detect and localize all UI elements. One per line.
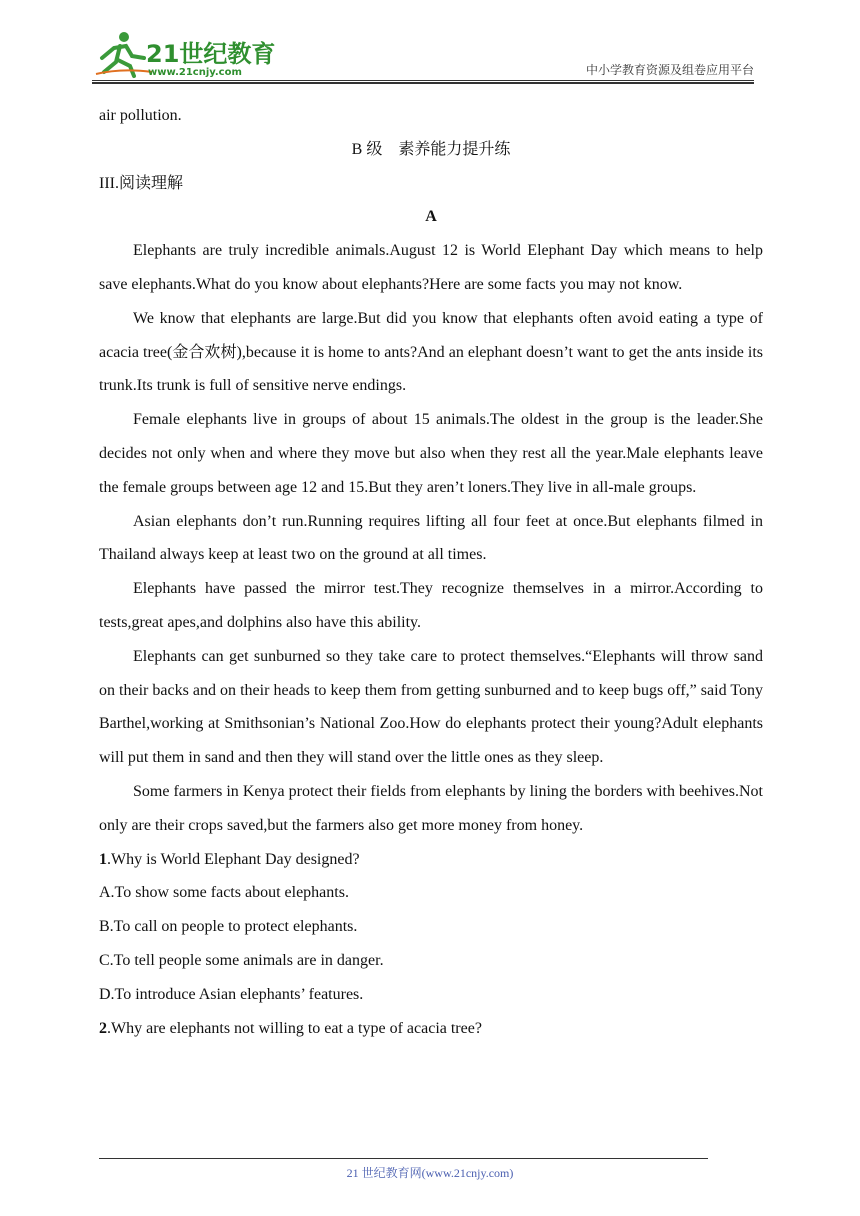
question-1 [99,843,763,877]
header-tagline: 中小学教育资源及组卷应用平台 [585,63,754,77]
header-divider [92,80,754,81]
option-d: D.To introduce Asian elephants’ features. [99,985,364,1003]
question-text: .Why are elephants not willing to eat a type of acacia tree? [107,1019,482,1037]
logo-21cnjy [92,28,276,80]
question-2 [99,1012,763,1046]
carry-over-text: air pollution. [99,107,182,124]
svg-text:www.21cnjy.com: www.21cnjy.com [148,67,242,78]
paragraph: Elephants can get sunburned so they take care to protect themselves.“Elephants will throw sand on their backs and on their heads to keep them from getting sunburned and to keep bugs off,” said Tony Barthel,working at Smithsonian’s National Zoo.How do elephants protect their young?Adult elephants will put them in sand and then they will stand over the little ones as they sleep. [99,647,763,767]
passage-title: A [425,208,437,226]
question-text: .Why is World Elephant Day designed? [107,850,360,868]
document-body [99,99,763,1045]
paragraph: Some farmers in Kenya protect their fields from elephants by lining the borders with beehives.Not only are their crops saved,but the farmers also get more money from honey. [99,782,763,834]
section-title: III.阅读理解 [99,174,183,192]
option-b: B.To call on people to protect elephants. [99,918,358,936]
paragraph: Elephants are truly incredible animals.August 12 is World Elephant Day which means to help save elephants.What do you know about elephants?Here are some facts you may not know. [99,242,763,293]
paragraph: Elephants have passed the mirror test.They recognize themselves in a mirror.According to tests,great apes,and dolphins also have this ability. [99,580,763,631]
option-c: C.To tell people some animals are in danger. [99,951,384,969]
paragraph: We know that elephants are large.But did you know that elephants often avoid eating a type of acacia tree(金合欢树),because it is home to ants?And an elephant doesn’t want to get the ants inside its trunk.Its trunk is full of sensitive nerve endings. [99,309,763,395]
page-header [92,28,760,84]
question-number: 1 [99,850,107,868]
footer-divider [99,1158,708,1159]
option-a: A.To show some facts about elephants. [99,884,349,902]
paragraph: Asian elephants don’t run.Running requires lifting all four feet at once.But elephants filmed in Thailand always keep at least two on the ground at all times. [99,512,763,564]
question-number: 2 [99,1019,107,1037]
svg-text:21世纪教育: 21世纪教育 [146,40,276,68]
page-footer: 21 世纪教育网(www.21cnjy.com) [346,1166,514,1180]
level-title: B 级 素养能力提升练 [351,140,511,158]
paragraph: Female elephants live in groups of about 15 animals.The oldest in the group is the leader.She decides not only when and where they move but also when they rest all the year.Male elephants leave the female groups between age 12 and 15.But they aren’t loners.They live in all-male groups. [99,411,763,496]
header-divider-thick [92,82,754,84]
